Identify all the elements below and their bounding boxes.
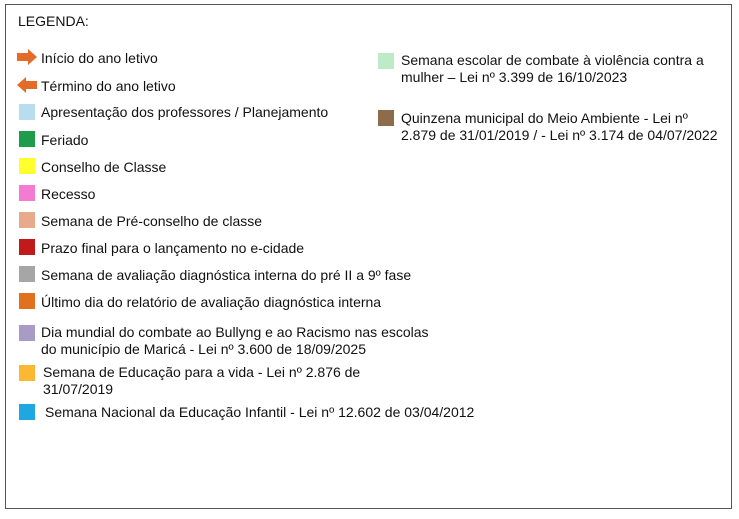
- legend-item-planejamento: Apresentação dos professores / Planejamento: [41, 104, 329, 120]
- legend-title: LEGENDA:: [18, 13, 89, 29]
- legend-item-educacao: Semana de Educação para a vida - Lei nº 2.876 de 31/07/2019: [43, 364, 361, 397]
- legend-item-meio-ambiente: Quinzena municipal do Meio Ambiente - Lei nº 2.879 de 31/01/2019 / - Lei nº 3.174 de 04/07/2022: [401, 110, 718, 143]
- arrow-left-icon: [17, 77, 37, 93]
- swatch-educacao-infantil: [19, 404, 35, 420]
- swatch-avaliacao: [19, 266, 35, 282]
- legend-item-recesso: Recesso: [41, 186, 96, 202]
- legend-item-conselho: Conselho de Classe: [41, 159, 167, 175]
- swatch-pre-conselho: [19, 212, 35, 228]
- swatch-recesso: [19, 185, 35, 201]
- legend-item-prazo: Prazo final para o lançamento no e-cidade: [41, 240, 305, 256]
- swatch-planejamento: [19, 104, 35, 120]
- swatch-prazo: [19, 239, 35, 255]
- legend-item-violencia-mulher: Semana escolar de combate à violência contra a mulher – Lei nº 3.399 de 16/10/2023: [401, 52, 704, 85]
- legend-item-avaliacao: Semana de avaliação diagnóstica interna do pré II a 9º fase: [41, 267, 412, 283]
- swatch-violencia-mulher: [378, 53, 394, 69]
- swatch-feriado: [19, 131, 35, 147]
- arrow-right-icon: [17, 49, 37, 65]
- legend-item-bullyng: Dia mundial do combate ao Bullyng e ao Racismo nas escolas do município de Maricá - Lei nº 3.600 de 18/09/2025: [41, 324, 429, 357]
- legend-item-educacao-infantil: Semana Nacional da Educação Infantil - Lei nº 12.602 de 03/04/2012: [45, 404, 475, 420]
- swatch-educacao: [19, 365, 35, 381]
- legend-item-termino: Término do ano letivo: [41, 78, 176, 94]
- swatch-conselho: [19, 158, 35, 174]
- legend-item-relatorio: Último dia do relatório de avaliação diagnóstica interna: [41, 294, 382, 310]
- swatch-meio-ambiente: [378, 110, 394, 126]
- swatch-bullyng: [19, 325, 35, 341]
- swatch-relatorio: [19, 293, 35, 309]
- legend-item-inicio: Início do ano letivo: [41, 50, 158, 66]
- legend-item-feriado: Feriado: [41, 132, 89, 148]
- legend-item-pre-conselho: Semana de Pré-conselho de classe: [41, 213, 263, 229]
